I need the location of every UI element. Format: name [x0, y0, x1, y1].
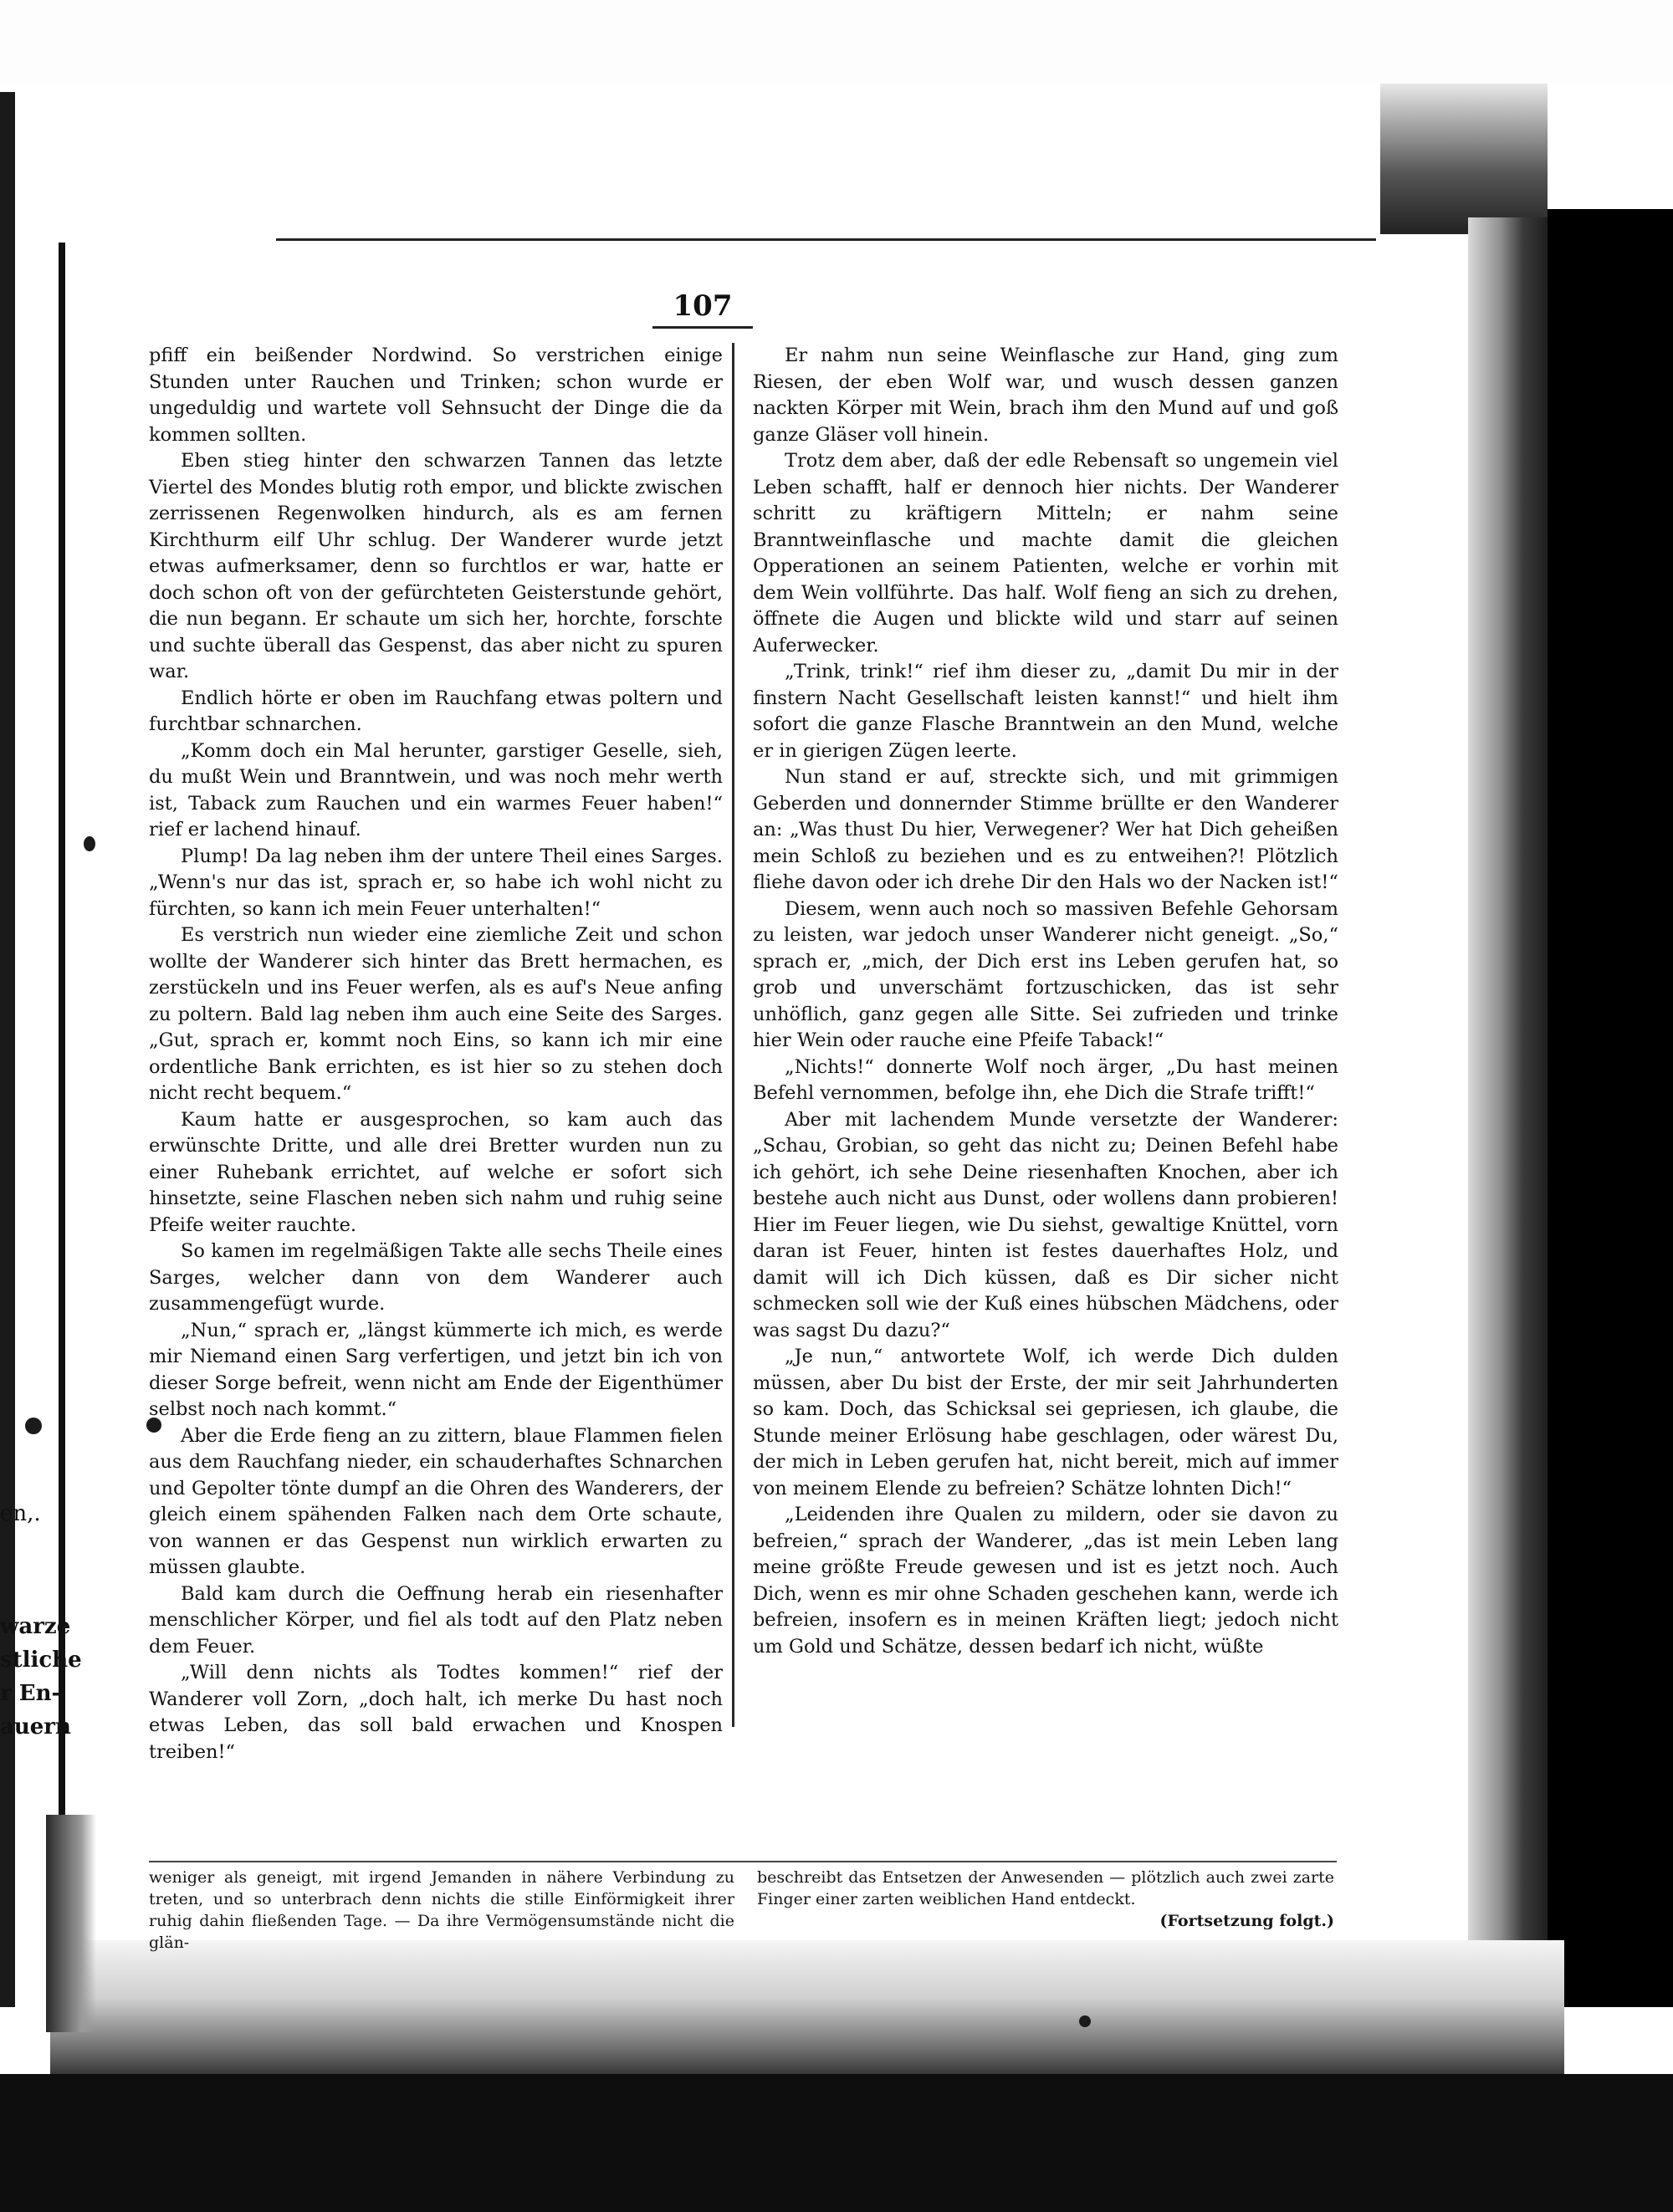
text-column-right: [753, 343, 1338, 1660]
paragraph: „Je nun,“ antwortete Wolf, ich werde Dich dulden müssen, aber Du bist der Erste, der mir seit Jahrhunderten so kam. Doch, das Schicksal sei gepriesen, ich glaube, die Stunde meiner Erlösung habe geschlagen, oder wärest Du, der mich in Leben gerufen hat, nicht bereit, mich auf immer von meinem Elende zu befreien? Schätze lohnten Dich!“: [753, 1346, 1338, 1499]
left-page-fragment-line: auern: [0, 1714, 71, 1739]
scan-top-margin: [0, 0, 1673, 84]
paragraph: Er nahm nun seine Weinflasche zur Hand, ging zum Riesen, der eben Wolf war, und wusch dessen ganzen nackten Körper mit Wein, brach ihm den Mund auf und goß ganze Gläser voll hinein.: [753, 345, 1338, 446]
book-gutter-line: [59, 243, 65, 1831]
column-divider: [732, 343, 734, 1727]
continuation-note: (Fortsetzung folgt.): [1159, 1912, 1334, 1930]
paragraph: Trotz dem aber, daß der edle Rebensaft so ungemein viel Leben schafft, half er dennoch hier nichts. Der Wanderer schritt zu kräftigern Mitteln; er nahm seine Branntweinflasche und machte damit die gleichen Opperationen an seinem Patienten, welche er vorhin mit dem Wein vollführte. Das half. Wolf fieng an sich zu drehen, öffnete die Augen und blickte wild und starr auf seinen Auferwecker.: [753, 450, 1338, 656]
left-page-fragment-line: stliche: [0, 1648, 82, 1673]
paragraph: Diesem, wenn auch noch so massiven Befehle Gehorsam zu leisten, war jedoch unser Wanderer nicht geneigt. „So,“ sprach er, „mich, der Dich erst ins Leben gerufen hat, so grob und unverschämt fortzuschicken, das ist sehr unhöflich, ganz gegen alle Sitte. Sei zufrieden und trinke hier Wein oder rauche eine Pfeife Taback!“: [753, 897, 1338, 1051]
paragraph: Endlich hörte er oben im Rauchfang etwas poltern und furchtbar schnarchen.: [149, 687, 723, 735]
paragraph: „Nichts!“ donnerte Wolf noch ärger, „Du hast meinen Befehl vernommen, befolge ihn, ehe Dich die Strafe trifft!“: [753, 1055, 1338, 1104]
footer-paragraph: weniger als geneigt, mit irgend Jemanden in nähere Verbindung zu treten, und so unterbrach denn nichts die stille Einförmigkeit ihrer ruhig dahin fließenden Tage. — Da ihre Vermögensumstände nicht die glän-: [149, 1868, 734, 1952]
ink-blot: [25, 1418, 42, 1434]
footer-column-left: [149, 1867, 734, 1954]
paragraph: „Nun,“ sprach er, „längst kümmerte ich mich, es werde mir Niemand einen Sarg verfertigen, und jetzt bin ich von dieser Sorge befreit, wenn nicht am Ende der Eigenthümer selbst noch nach kommt.“: [149, 1319, 723, 1420]
ink-blot: [84, 836, 95, 851]
page-number-underline: [652, 326, 753, 329]
torn-page-corner: [46, 1815, 96, 2032]
paragraph: Kaum hatte er ausgesprochen, so kam auch das erwünschte Dritte, und alle drei Bretter wurden nun zu einer Ruhebank errichtet, auf welche er sofort sich hinsetzte, seine Flaschen neben sich nahm und ruhig seine Pfeife weiter rauchte.: [149, 1108, 723, 1236]
ink-blot: [1079, 2015, 1091, 2027]
paragraph: Aber die Erde fieng an zu zittern, blaue Flammen fielen aus dem Rauchfang nieder, ein schauderhaftes Schnarchen und Gepolter tönte dumpf an die Ohren des Wanderers, der gleich einem spähenden Falken nach dem Orte schaute, von wannen er das Gespenst nun wirklich erwarten zu müssen glaubte.: [149, 1424, 723, 1578]
paragraph: „Komm doch ein Mal herunter, garstiger Geselle, sieh, du mußt Wein und Branntwein, und was noch mehr werth ist, Taback zum Rauchen und ein warmes Feuer haben!“ rief er lachend hinauf.: [149, 739, 723, 840]
paragraph: „Trink, trink!“ rief ihm dieser zu, „damit Du mir in der finstern Nacht Gesellschaft leisten kannst!“ und hielt ihm sofort die ganze Flasche Branntwein an den Mund, welche er in gierigen Zügen leerte.: [753, 661, 1338, 762]
paragraph: „Will denn nichts als Todtes kommen!“ rief der Wanderer voll Zorn, „doch halt, ich merke Du hast noch etwas Leben, das soll bald erwachen und Knospen treiben!“: [149, 1662, 723, 1763]
footer-column-right: [757, 1867, 1334, 1932]
paragraph: So kamen im regelmäßigen Takte alle sechs Theile eines Sarges, welcher dann von dem Wanderer auch zusammengefügt wurde.: [149, 1240, 723, 1315]
left-page-fragment-line: warze: [0, 1614, 71, 1639]
paragraph: Eben stieg hinter den schwarzen Tannen das letzte Viertel des Mondes blutig roth empor, und blickte zwischen zerrissenen Regenwolken hindurch, als es am fernen Kirchthurm eilf Uhr schlug. Der Wanderer wurde jetzt etwas aufmerksamer, denn so furchtlos er war, hatte er doch schon oft von der gefürchteten Geisterstunde gehört, die nun begann. Er schaute um sich her, horchte, forschte und suchte überall das Gespenst, das aber nicht zu spuren war.: [149, 450, 723, 682]
left-page-fragment: en,.: [0, 1501, 41, 1526]
scan-right-border: [1548, 209, 1673, 2007]
paragraph: Aber mit lachendem Munde versetzte der Wanderer: „Schau, Grobian, so geht das nicht zu; Deinen Befehl habe ich gehört, ich sehe Deine riesenhaften Knochen, aber ich bestehe auch nicht aus Dunst, oder wollens dann probieren! Hier im Feuer liegen, wie Du siehst, gewaltige Knüttel, vorn daran ist Feuer, hinten ist festes dauerhaftes Holz, und damit will ich Dich küssen, daß es Dir sicher nicht schmecken soll wie der Kuß eines hübschen Mädchens, oder was sagst Du dazu?“: [753, 1108, 1338, 1341]
paragraph: Nun stand er auf, streckte sich, und mit grimmigen Geberden und donnernder Stimme brüllte er den Wanderer an: „Was thust Du hier, Verwegener? Wer hat Dich geheißen mein Schloß zu beziehen und es zu entweihen?! Plötzlich fliehe davon oder ich drehe Dir den Hals wo der Nacken ist!“: [753, 766, 1338, 893]
left-page-fragment-list: [0, 1610, 82, 1744]
book-bottom-edge: [50, 1940, 1564, 2087]
left-page-fragment-line: r En-: [0, 1681, 61, 1706]
page-number: 107: [673, 289, 733, 323]
scan-corner-shadow: [1380, 84, 1548, 234]
paragraph: pfiff ein beißender Nordwind. So verstrichen einige Stunden unter Rauchen und Trinken; schon wurde er ungeduldig und wartete voll Sehnsucht der Dinge die da kommen sollten.: [149, 345, 723, 446]
book-fore-edge: [1468, 217, 1560, 1940]
text-column-left: [149, 343, 723, 1765]
header-rule: [276, 238, 1376, 241]
paragraph: Es verstrich nun wieder eine ziemliche Zeit und schon wollte der Wanderer sich hinter das Brett hermachen, es zerstückeln und ins Feuer werfen, als es auf's Neue anfing zu poltern. Bald lag neben ihm auch eine Seite des Sarges. „Gut, sprach er, kommt noch Eins, so kann ich mir eine ordentliche Bank errichten, es ist hier so zu stehen doch nicht recht bequem.“: [149, 924, 723, 1104]
paragraph: Bald kam durch die Oeffnung herab ein riesenhafter menschlicher Körper, und fiel als todt auf den Platz neben dem Feuer.: [149, 1582, 723, 1658]
paragraph: Plump! Da lag neben ihm der untere Theil eines Sarges. „Wenn's nur das ist, sprach er, so habe ich wohl nicht zu fürchten, so kann ich mein Feuer unterhalten!“: [149, 845, 723, 920]
scan-bottom-border: [0, 2074, 1673, 2212]
paragraph: „Leidenden ihre Qualen zu mildern, oder sie davon zu befreien,“ sprach der Wanderer, „das ist mein Leben lang meine größte Freude gewesen und ist es jetzt noch. Auch Dich, wenn es mir ohne Schaden geschehen kann, werde ich befreien, insofern es in meinen Kräften liegt; jedoch nicht um Gold und Schätze, dessen bedarf ich nicht, wüßte: [753, 1504, 1338, 1658]
footer-rule: [149, 1861, 1337, 1862]
footer-paragraph: beschreibt das Entsetzen der Anwesenden — plötzlich auch zwei zarte Finger einer zarten weiblichen Hand entdeckt.: [757, 1868, 1334, 1908]
